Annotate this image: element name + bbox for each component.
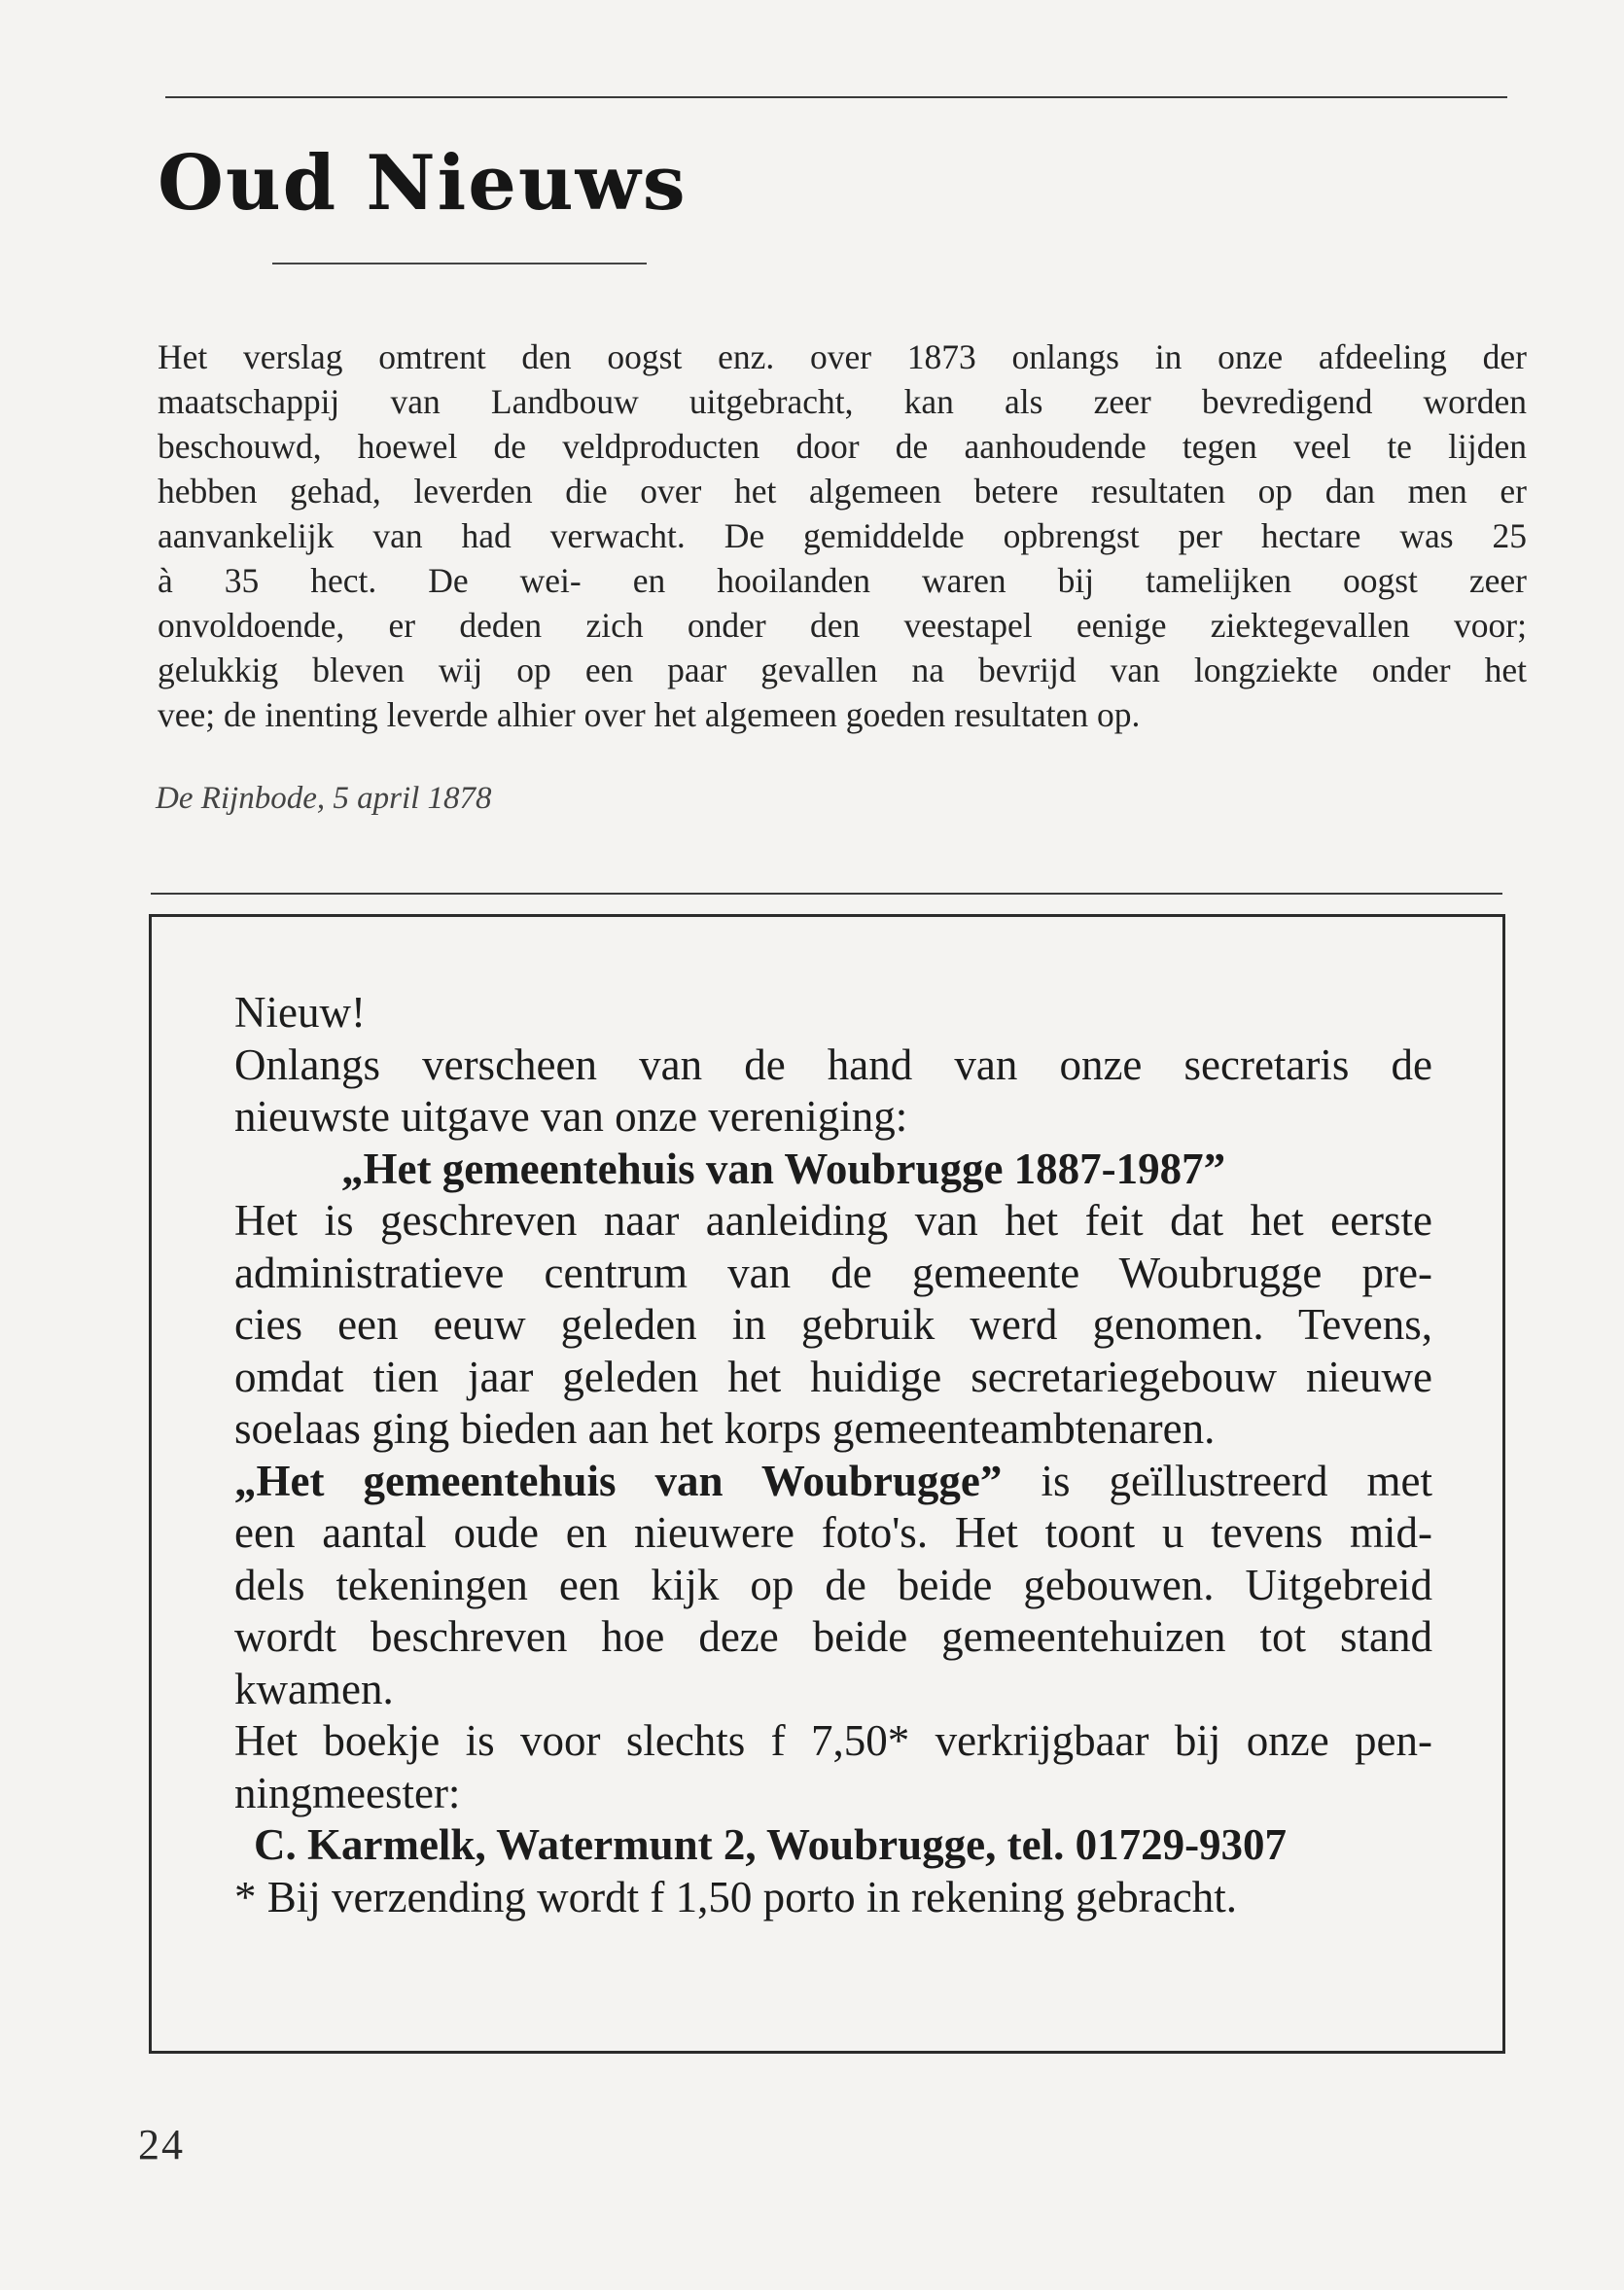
announcement-box	[149, 914, 1505, 2054]
announcement-line: Het boekje is voor slechts f 7,50* verkrijgbaar bij onze pen-	[234, 1716, 1432, 1765]
article-source: De Rijnbode, 5 april 1878	[156, 781, 492, 816]
announcement-line: wordt beschreven hoe deze beide gemeentehuizen tot stand	[234, 1612, 1432, 1661]
book-title: „Het gemeentehuis van Woubrugge 1887-1987”	[341, 1144, 1226, 1193]
announcement-line-rest: is geïllustreerd met	[1002, 1456, 1432, 1505]
article-line: vee; de inenting leverde alhier over het algemeen goeden resultaten op.	[158, 695, 1141, 734]
announcement-line: administratieve centrum van de gemeente Woubrugge pre-	[234, 1248, 1432, 1297]
announcement-content	[234, 987, 1432, 1923]
announcement-line: dels tekeningen een kijk op de beide gebouwen. Uitgebreid	[234, 1560, 1432, 1609]
announcement-heading: Nieuw!	[234, 988, 366, 1037]
article-line: beschouwd, hoewel de veldproducten door de aanhoudende tegen veel te lijden	[158, 427, 1527, 466]
announcement-line: cies een eeuw geleden in gebruik werd genomen. Tevens,	[234, 1300, 1432, 1349]
page-number: 24	[138, 2121, 185, 2168]
article-line: Het verslag omtrent den oogst enz. over 1873 onlangs in onze afdeeling der	[158, 337, 1527, 376]
article-line: gelukkig bleven wij op een paar gevallen na bevrijd van longziekte onder het	[158, 651, 1527, 689]
announcement-line: soelaas ging bieden aan het korps gemeenteambtenaren.	[234, 1404, 1216, 1453]
announcement-line: ningmeester:	[234, 1768, 461, 1817]
footnote: * Bij verzending wordt f 1,50 porto in rekening gebracht.	[234, 1872, 1237, 1921]
article-line: hebben gehad, leverden die over het algemeen betere resultaten op dan men er	[158, 472, 1527, 511]
announcement-line: omdat tien jaar geleden het huidige secretariegebouw nieuwe	[234, 1352, 1432, 1401]
announcement-line: nieuwste uitgave van onze vereniging:	[234, 1092, 908, 1141]
masthead-underline	[272, 263, 647, 264]
announcement-line: Onlangs verscheen van de hand van onze secretaris de	[234, 1039, 1432, 1089]
article-text	[158, 335, 1527, 737]
book-title-quote: „Het gemeentehuis van Woubrugge”	[234, 1456, 1003, 1505]
top-rule	[165, 96, 1507, 98]
announcement-line: kwamen.	[234, 1664, 394, 1713]
article-line: à 35 hect. De wei- en hooilanden waren bij tamelijken oogst zeer	[158, 561, 1527, 600]
article-line: onvoldoende, er deden zich onder den veestapel eenige ziektegevallen voor;	[158, 606, 1527, 645]
announcement-line: een aantal oude en nieuwere foto's. Het toont u tevens mid-	[234, 1508, 1432, 1557]
section-rule	[151, 893, 1502, 895]
announcement-line	[234, 1456, 1432, 1508]
announcement-line: Het is geschreven naar aanleiding van het feit dat het eerste	[234, 1196, 1432, 1245]
masthead-title: Oud Nieuws	[158, 139, 688, 228]
article-line: maatschappij van Landbouw uitgebracht, kan als zeer bevredigend worden	[158, 382, 1527, 421]
contact-line: C. Karmelk, Watermunt 2, Woubrugge, tel. 01729-9307	[254, 1820, 1288, 1869]
article-line: aanvankelijk van had verwacht. De gemiddelde opbrengst per hectare was 25	[158, 516, 1527, 555]
